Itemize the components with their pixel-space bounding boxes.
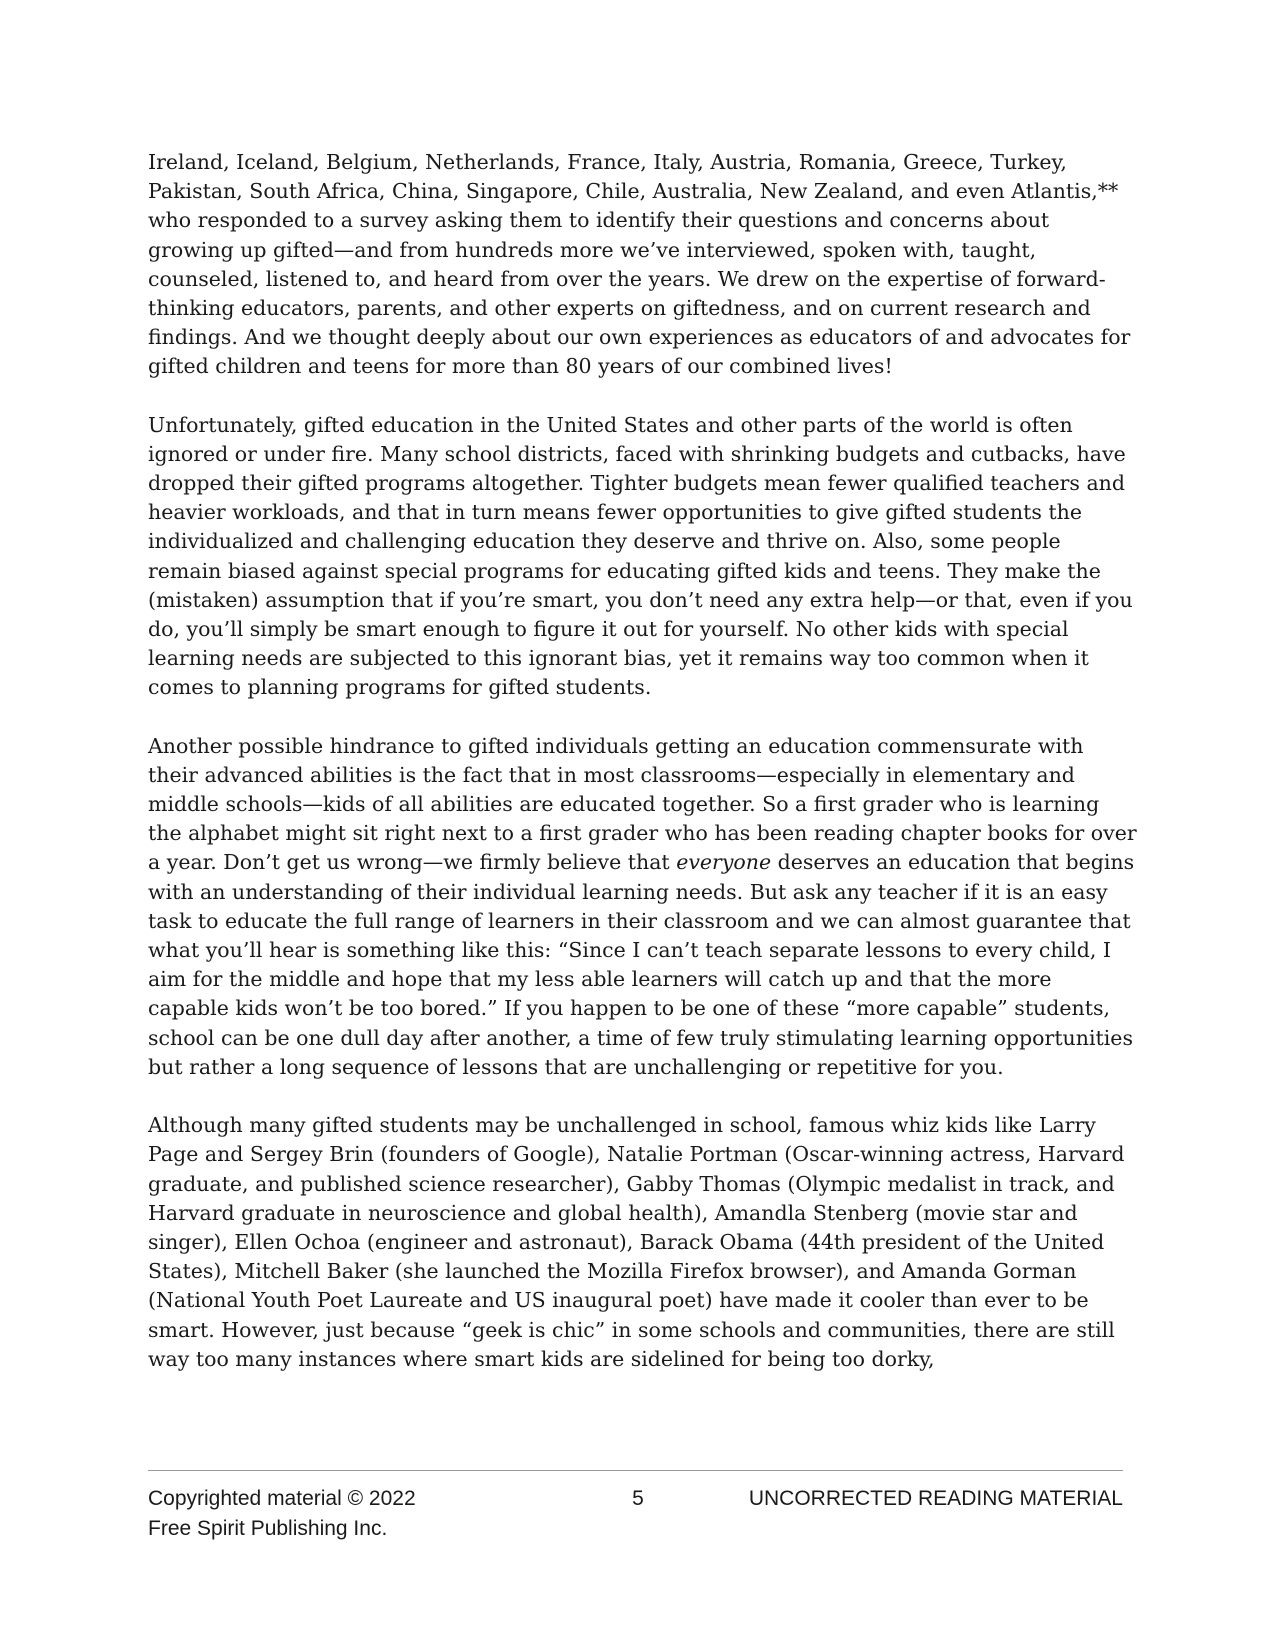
paragraph-3: [148, 732, 1138, 1082]
paragraph-2: Unfortunately, gifted education in the United States and other parts of the world is often ignored or under fire. Many school districts, faced with shrinking budgets and cutbacks, have dropped their gifted programs altogether. Tighter budgets mean fewer qualified teachers and heavier workloads, and that in turn means fewer opportunities to give gifted students the individualized and challenging education they deserve and thrive on. Also, some people remain biased against special programs for educating gifted kids and teens. They make the (mistaken) assumption that if you’re smart, you don’t need any extra help—or that, even if you do, you’ll simply be smart enough to figure it out for yourself. No other kids with special learning needs are subjected to this ignorant bias, yet it remains way too common when it comes to planning programs for gifted students.: [148, 412, 1133, 700]
copyright-line-2: Free Spirit Publishing Inc.: [148, 1517, 388, 1540]
footer-divider: [148, 1470, 1123, 1471]
paragraph-3-text-after: deserves an education that begins with an understanding of their individual learning needs. But ask any teacher if it is an easy task to educate the full range of learners in their classroom and we can almost guarantee that what you’ll hear is something like this: “Since I can’t teach separate lessons to every child, I aim for the middle and hope that my less able learners will catch up and that the more capable kids won’t be too bored.” If you happen to be one of these “more capable” students, school can be one dull day after another, a time of few truly stimulating learning opportunities but rather a long sequence of lessons that are unchallenging or repetitive for you.: [148, 850, 1135, 1079]
paragraph-3-text-before: Another possible hindrance to gifted individuals getting an education commensurate with their advanced abilities is the fact that in most classrooms—especially in elementary and middle schools—kids of all abilities are educated together. So a first grader who is learning the alphabet might sit right next to a first grader who has been reading chapter books for over a year. Don’t get us wrong—we firmly believe that: [148, 733, 1137, 875]
footer-copyright: [148, 1484, 416, 1544]
paragraph-4: Although many gifted students may be unchallenged in school, famous whiz kids like Larry Page and Sergey Brin (founders of Google), Natalie Portman (Oscar-winning actress, Harvard graduate, and published science researcher), Gabby Thomas (Olympic medalist in track, and Harvard graduate in neuroscience and global health), Amandla Stenberg (movie star and singer), Ellen Ochoa (engineer and astronaut), Barack Obama (44th president of the United States), Mitchell Baker (she launched the Mozilla Firefox browser), and Amanda Gorman (National Youth Poet Laureate and US inaugural poet) have made it cooler than ever to be smart. However, just because “geek is chic” in some schools and communities, there are still way too many instances where smart kids are sidelined for being too dorky,: [148, 1113, 1125, 1371]
body-text: [148, 148, 1138, 1374]
uncorrected-notice: UNCORRECTED READING MATERIAL: [748, 1487, 1123, 1510]
copyright-line-1: Copyrighted material © 2022: [148, 1487, 416, 1510]
page-number: 5: [632, 1487, 644, 1510]
paragraph-1: Ireland, Iceland, Belgium, Netherlands, France, Italy, Austria, Romania, Greece, Turkey, Pakistan, South Africa, China, Singapore, Chile, Australia, New Zealand, and even Atlantis,** who responded to a survey asking them to identify their questions and concerns about growing up gifted—and from hundreds more we’ve interviewed, spoken with, taught, counseled, listened to, and heard from over the years. We drew on the expertise of forward-thinking educators, parents, and other experts on giftedness, and on current research and findings. And we thought deeply about our own experiences as educators of and advocates for gifted children and teens for more than 80 years of our combined lives!: [148, 150, 1131, 379]
paragraph-3-emphasis: everyone: [676, 850, 772, 875]
